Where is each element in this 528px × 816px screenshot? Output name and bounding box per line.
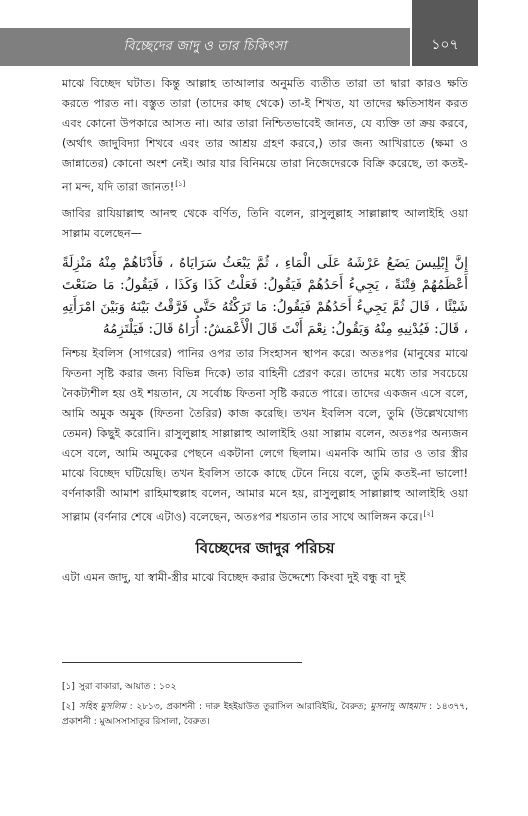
footnote-2 bbox=[62, 700, 468, 730]
page-number-box bbox=[412, 0, 478, 66]
footnote-number: [২] bbox=[62, 702, 75, 712]
footnotes bbox=[62, 680, 468, 735]
paragraph-quran-translation bbox=[62, 74, 468, 198]
paragraph-text: নিশ্চয় ইবলিস (সাগরের) পানির ওপর তার সিংহাসন স্থাপন করে। অতঃপর (মানুষের মাঝে ফিতনা সৃষ্টি করার জন্য বিভিন্ন দিকে) তার বাহিনী প্রেরণ করে। তাদের মধ্যে তার সবচেয়ে নৈকট্যশীল হয় ওই শয়তান, যে সর্বোচ্চ ফিতনা সৃষ্টি করতে পারে। তাদের একজন এসে বলে, আমি অমুক অমুক (ফিতনা তৈরির) কাজ করেছি। তখন ইবলিস বলে, তুমি (উল্লেখযোগ্য তেমন) কিছুই করোনি। রাসুলুল্লাহ সাল্লাল্লাহু আলাইহি ওয়া সাল্লাম বলেন, অতঃপর অন্যজন এসে বলে, আমি অমুকের পেছনে একটানা লেগে ছিলাম। এমনকি আমি তার ও তার স্ত্রীর মাঝে বিচ্ছেদ ঘটিয়েছি। তখন ইবলিস তাকে কাছে টেনে নিয়ে বলে, তুমি কতই-না ভালো! বর্ণনাকারী আমাশ রাহিমাহুল্লাহ বলেন, আমার মনে হয়, রাসুলুল্লাহ সাল্লাল্লাহু আলাইহি ওয়া সাল্লাম (বর্ণনার শেষে এটাও) বলেছেন, অতঃপর শয়তান তার সাথে আলিঙ্গন করে। bbox=[62, 346, 468, 524]
paragraph-hadith-intro: জাবির রাযিয়াল্লাহু আনহু থেকে বর্ণিত, তিনি বলেন, রাসুলুল্লাহ সাল্লাল্লাহু আলাইহি ওয়া সাল্লাম বলেছেন— bbox=[62, 206, 468, 240]
paragraph-section-intro: এটা এমন জাদু, যা স্বামী-স্ত্রীর মাঝে বিচ্ছেদ করার উদ্দেশ্যে কিংবা দুই বন্ধু বা দুই bbox=[62, 571, 406, 585]
footnote-text: সুরা বাকারা, আয়াত : ১০২ bbox=[78, 682, 177, 692]
source-title: মুসনাদু আহমাদ bbox=[370, 702, 426, 712]
footnote-number: [১] bbox=[62, 682, 75, 692]
section-heading: বিচ্ছেদের জাদুর পরিচয় bbox=[195, 539, 335, 558]
footnote-ref-1: [১] bbox=[175, 180, 186, 188]
footnote-ref-2: [২] bbox=[423, 509, 434, 518]
page-number: ১০৭ bbox=[431, 37, 459, 53]
footnote-text: : ২৮১৩, প্রকাশনী : দারু ইহইয়াউত তুরাসিল আরাবিইয়ি, বৈরুত; bbox=[125, 702, 371, 712]
arabic-hadith-text: إِنَّ إِبْلِيسَ يَضَعُ عَرْشَهُ عَلَى الْمَاءِ ، ثُمَّ يَبْعَثُ سَرَايَاهُ ، فَأَدْنَاهُمْ مِنْهُ مَنْزِلَةً أَعْظَمُهُمْ فِتْنَةً ، يَجِيءُ أَحَدُهُمْ فَيَقُولُ: فَعَلْتُ كَذَا وَكَذَا ، فَيَقُولُ: مَا صَنَعْتَ شَيْئًا ، قَالَ ثُمَّ يَجِيءُ أَحَدُهُمْ فَيَقُولُ: مَا تَرَكْتُهُ حَتَّى فَرَّقْتُ بَيْنَهُ وَبَيْنَ امْرَأَتِهِ ، قَالَ: فَيُدْنِيهِ مِنْهُ وَيَقُولُ: نِعْمَ أَنْتَ قَالَ الْأَعْمَشُ: أُرَاهُ قَالَ: فَيَلْتَزِمُهُ bbox=[62, 254, 468, 337]
footnote-divider bbox=[62, 662, 302, 663]
footnote-text: : ১৪৩৭৭, প্রকাশনী : মুআসসাসাতুর রিসালা, বৈরুত। bbox=[62, 702, 469, 727]
footnote-1 bbox=[62, 680, 468, 695]
main-content bbox=[62, 74, 468, 588]
running-header-title: বিচ্ছেদের জাদু ও তার চিকিৎসা bbox=[123, 39, 287, 54]
source-title: সহিহ মুসলিম bbox=[78, 702, 126, 712]
paragraph-hadith-translation bbox=[62, 344, 468, 528]
paragraph-text: মাঝে বিচ্ছেদ ঘটাত। কিন্তু আল্লাহ তাআলার অনুমতি ব্যতীত তারা তা দ্বারা কারও ক্ষতি করতে পারত না। বস্তুত তারা (তাদের কাছ থেকে) তা-ই শিখত, যা তাদের ক্ষতিসাধন করত এবং কোনো উপকারে আসত না। আর তারা নিশ্চিতভাবেই জানত, যে ব্যক্তি তা ক্রয় করবে, (অর্থাৎ জাদুবিদ্যা শিখবে এবং তার আশ্রয় গ্রহণ করবে,) তার জন্য আখিরাতে (ক্ষমা ও জান্নাতের) কোনো অংশ নেই। আর যার বিনিময়ে তারা নিজেদেরকে বিক্রি করেছে, তা কতই-না মন্দ, যদি তারা জানত! bbox=[62, 77, 468, 194]
